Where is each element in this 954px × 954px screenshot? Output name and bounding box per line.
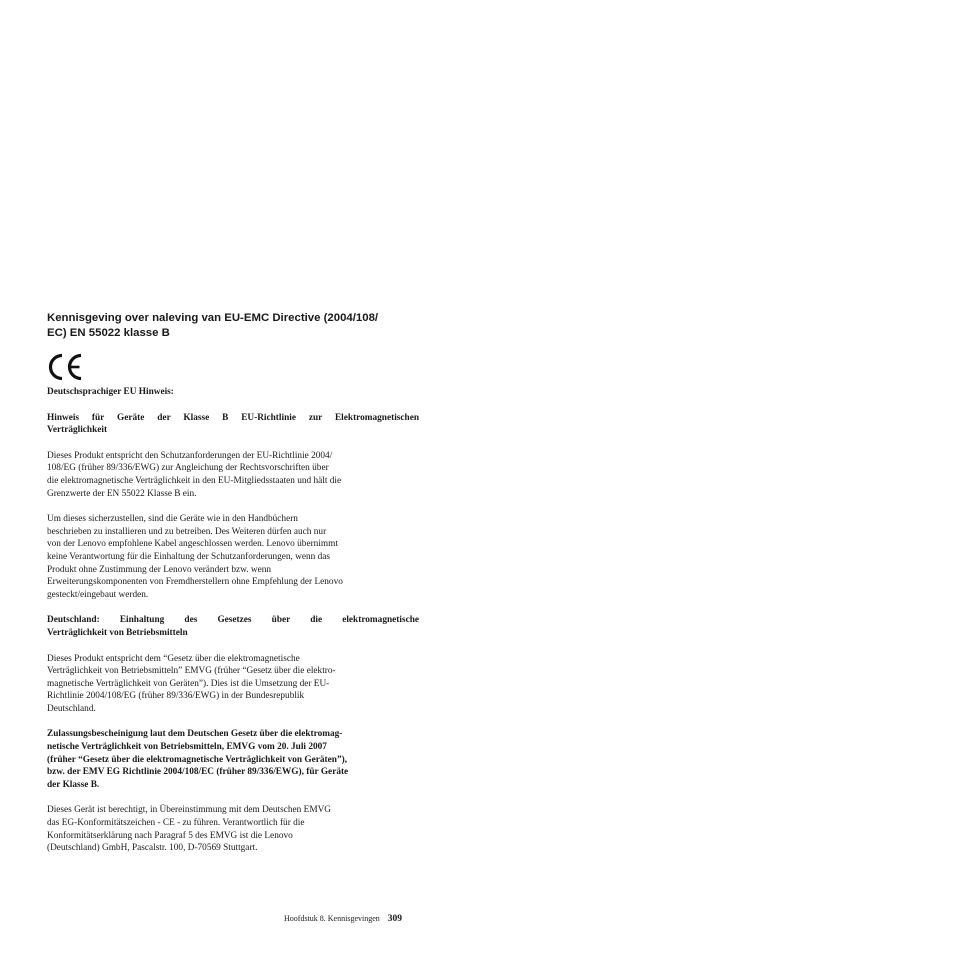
text-line: Konformitätserklärung nach Paragraf 5 des EMVG ist die Lenovo <box>47 830 293 841</box>
text-line: das EG-Konformitätszeichen - CE - zu führen. Verantwortlich für die <box>47 818 305 829</box>
notice-label <box>47 386 419 399</box>
notice-subheading <box>47 412 419 437</box>
page-number: 309 <box>387 914 403 924</box>
text-line: Verträglichkeit von Betriebsmitteln <box>47 627 188 638</box>
section-title <box>47 311 419 340</box>
paragraph <box>47 653 419 716</box>
page-footer <box>284 913 402 925</box>
text-line: Zulassungsbescheinigung laut dem Deutschen Gesetz über die elektromag- <box>47 729 343 740</box>
paragraph <box>47 804 419 854</box>
text-line: Produkt ohne Zustimmung der Lenovo verändert bzw. wenn <box>47 564 272 575</box>
text-line: Deutschland: Einhaltung des Gesetzes über die elektromagnetische <box>47 615 419 626</box>
text-line: Hinweis für Geräte der Klasse B EU-Richtlinie zur Elektromagnetischen <box>47 412 419 423</box>
text-line: der Klasse B. <box>47 779 100 790</box>
section-title-line: Kennisgeving over naleving van EU-EMC Directive (2004/108/ <box>47 312 379 324</box>
text-line: Deutschsprachiger EU Hinweis: <box>47 387 174 397</box>
text-line: von der Lenovo empfohlene Kabel angeschlossen werden. Lenovo übernimmt <box>47 539 338 550</box>
text-line: Erweiterungskomponenten von Fremdherstellern ohne Empfehlung der Lenovo <box>47 577 343 588</box>
notice-subheading <box>47 614 419 639</box>
text-line: gesteckt/eingebaut werden. <box>47 589 149 600</box>
text-line: Verträglichkeit <box>47 425 108 436</box>
section-title-line: EC) EN 55022 klasse B <box>47 326 170 339</box>
text-line: magnetische Verträglichkeit von Geräten”). Dies ist die Umsetzung der EU- <box>47 678 330 689</box>
text-line: Deutschland. <box>47 703 96 714</box>
text-line: keine Verantwortung für die Einhaltung der Schutzanforderungen, wenn das <box>47 551 331 562</box>
text-line: die elektromagnetische Verträglichkeit in den EU-Mitgliedsstaaten und hält die <box>47 475 342 486</box>
text-line: (Deutschland) GmbH, Pascalstr. 100, D-70569 Stuttgart. <box>47 843 258 854</box>
text-line: Richtlinie 2004/108/EG (früher 89/336/EWG) in der Bundesrepublik <box>47 691 305 702</box>
text-line: Um dieses sicherzustellen, sind die Geräte wie in den Handbüchern <box>47 514 298 525</box>
text-line: beschrieben zu installieren und zu betreiben. Des Weiteren dürfen auch nur <box>47 526 327 537</box>
notice-subheading <box>47 728 419 791</box>
text-line: Dieses Produkt entspricht den Schutzanforderungen der EU-Richtlinie 2004/ <box>47 450 333 461</box>
chapter-label: Hoofdstuk 8. Kennisgevingen <box>284 914 380 923</box>
paragraph <box>47 513 419 601</box>
content-column <box>47 311 419 855</box>
ce-mark-icon <box>48 353 84 381</box>
paragraph <box>47 450 419 500</box>
text-line: 108/EG (früher 89/336/EWG) zur Angleichung der Rechtsvorschriften über <box>47 463 329 474</box>
text-line: (früher “Gesetz über die elektromagnetische Verträglichkeit von Geräten”), <box>47 754 348 765</box>
text-line: Grenzwerte der EN 55022 Klasse B ein. <box>47 488 197 499</box>
text-line: Dieses Gerät ist berechtigt, in Übereinstimmung mit dem Deutschen EMVG <box>47 805 332 816</box>
text-line: netische Verträglichkeit von Betriebsmitteln, EMVG vom 20. Juli 2007 <box>47 742 327 753</box>
text-line: bzw. der EMV EG Richtlinie 2004/108/EC (früher 89/336/EWG), für Geräte <box>47 767 349 778</box>
text-line: Dieses Produkt entspricht dem “Gesetz über die elektromagnetische <box>47 653 300 664</box>
text-line: Verträglichkeit von Betriebsmitteln” EMVG (früher “Gesetz über die elektro- <box>47 666 336 677</box>
